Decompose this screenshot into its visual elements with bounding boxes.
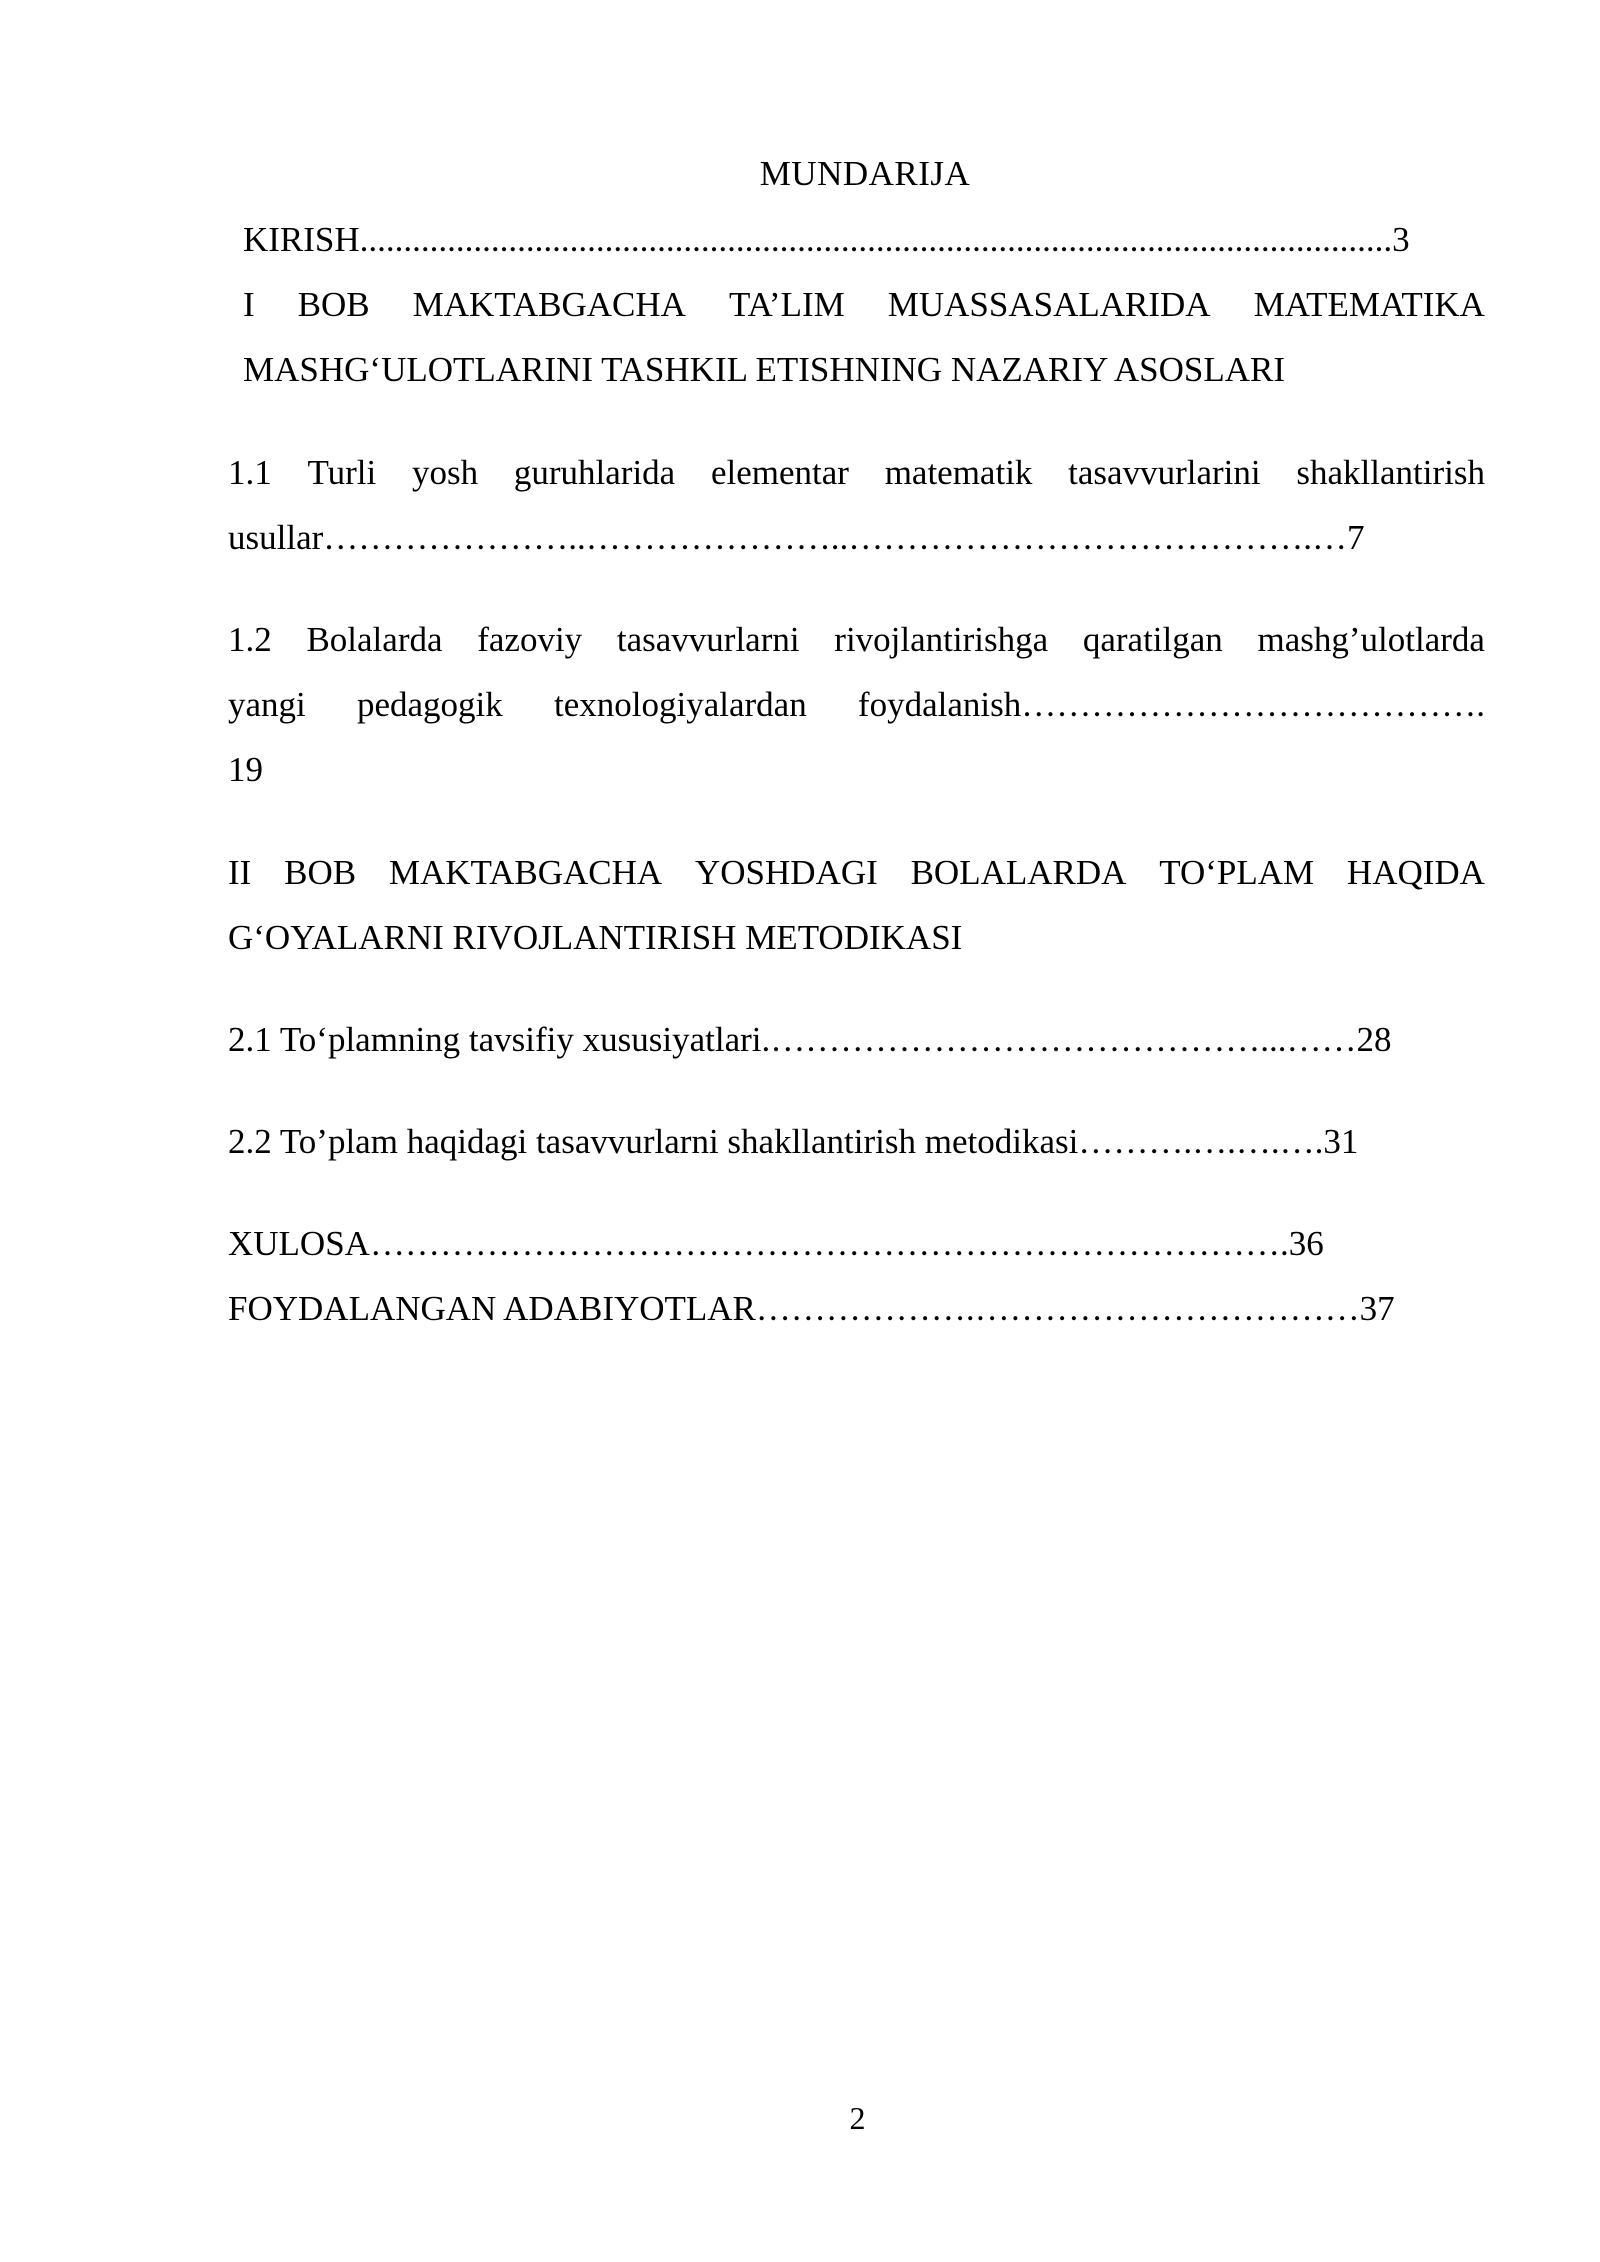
toc-entry-1-2-line1: 1.2 Bolalarda fazoviy tasavvurlarni rivojlantirishga qaratilgan mashg’ulotlarda — [228, 620, 1485, 659]
page-title: MUNDARIJA — [759, 154, 971, 193]
toc-entry-xulosa: XULOSA…………………………………………………………………….36 — [228, 1224, 1324, 1263]
toc-entry-kirish: KIRISH......................................................................................................................3 — [243, 220, 1410, 259]
toc-entry-bob1-line1: I BOB MAKTABGACHA TA’LIM MUASSASALARIDA MATEMATIKA — [243, 285, 1485, 324]
toc-entry-adabiyotlar: FOYDALANGAN ADABIYOTLAR……………….……………………………37 — [228, 1289, 1395, 1328]
page-number: 2 — [849, 2100, 866, 2136]
toc-entry-bob1-line2: MASHG‘ULOTLARINI TASHKIL ETISHNING NAZARIY ASOSLARI — [243, 350, 1285, 389]
toc-entry-bob2-line1: II BOB MAKTABGACHA YOSHDAGI BOLALARDA TO‘PLAM HAQIDA — [228, 853, 1485, 892]
toc-entry-2-2: 2.2 To’plam haqidagi tasavvurlarni shakllantirish metodikasi……….….….….31 — [228, 1122, 1359, 1161]
toc-entry-1-1-line2: usullar…………………..…………………..………………………………….…7 — [228, 518, 1365, 557]
toc-entry-1-2-line2: yangi pedagogik texnologiyalardan foydalanish…………………………………. — [228, 685, 1485, 724]
toc-entry-bob2-line2: G‘OYALARNI RIVOJLANTIRISH METODIKASI — [228, 918, 963, 957]
toc-entry-2-1: 2.1 To‘plamning tavsifiy xususiyatlari.……………………………………...……28 — [228, 1020, 1392, 1059]
toc-entry-1-1-line1: 1.1 Turli yosh guruhlarida elementar matematik tasavvurlarini shakllantirish — [228, 453, 1485, 492]
toc-entry-1-2-line3: 19 — [228, 750, 263, 789]
